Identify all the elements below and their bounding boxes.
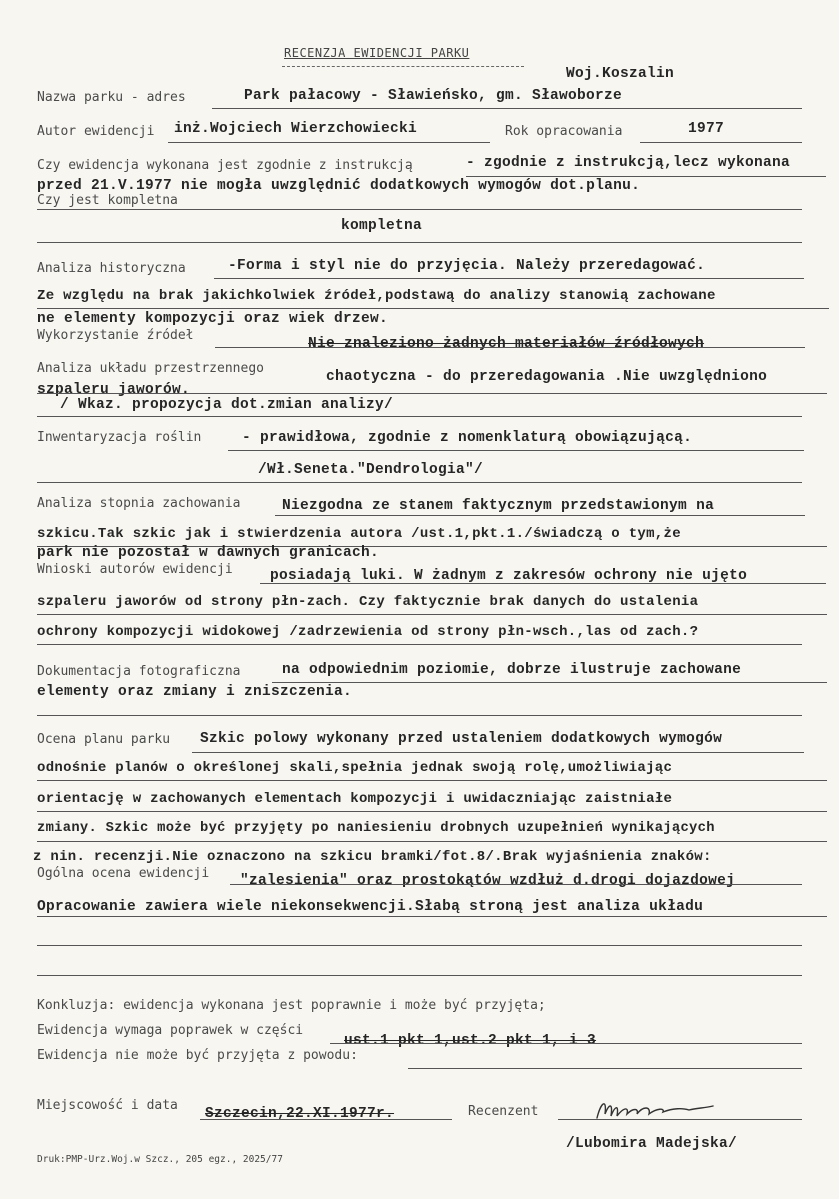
conclusions-line-1: posiadają luki. W żadnym z zakresów ochrony nie ujęto (270, 568, 748, 584)
completeness-value: kompletna (341, 218, 423, 234)
history-rule-2 (37, 308, 829, 309)
plan-rule-1 (192, 752, 804, 753)
plan-line-4: zmiany. Szkic może być przyjęty po naniesieniu drobnych uzupełnień wynikających (37, 821, 715, 836)
place-label: Miejscowość i data (37, 1098, 178, 1113)
instruction-rule (466, 176, 826, 177)
conclusions-rule-2 (37, 614, 827, 615)
plan-line-2: odnośnie planów o określonej skali,spełnia jednak swoją rolę,umożliwiając (37, 760, 673, 776)
layout-rule-1 (37, 393, 827, 394)
sources-rule (215, 347, 805, 348)
print-info: Druk:PMP-Urz.Woj.w Szcz., 205 egz., 2025/77 (37, 1154, 283, 1165)
photo-label: Dokumentacja fotograficzna (37, 664, 241, 679)
overall-rule-2 (37, 916, 827, 917)
history-line-1: -Forma i styl nie do przyjęcia. Należy przeredagować. (228, 258, 706, 274)
overall-label: Ogólna ocena ewidencji (37, 866, 210, 881)
layout-line-1: chaotyczna - do przeredagowania .Nie uwzględniono (326, 369, 768, 385)
plan-rule-2 (37, 780, 827, 781)
corrections-label: Ewidencja wymaga poprawek w części (37, 1023, 304, 1038)
preservation-line-3: park nie pozostał w dawnych granicach. (37, 545, 380, 561)
park-name-label: Nazwa parku - adres (37, 90, 186, 105)
conclusions-label: Wnioski autorów ewidencji (37, 562, 233, 577)
instruction-continuation: przed 21.V.1977 nie mogła uwzględnić dodatkowych wymogów dot.planu. (37, 178, 641, 194)
author-rule (168, 142, 490, 143)
conclusions-line-2: szpaleru jaworów od strony płn-zach. Czy faktycznie brak danych do ustalenia (37, 594, 699, 610)
overall-rule-3 (37, 945, 802, 946)
instruction-value: - zgodnie z instrukcją,lecz wykonana (466, 155, 791, 171)
history-line-3: ne elementy kompozycji oraz wiek drzew. (37, 311, 389, 327)
author-label: Autor ewidencji (37, 124, 155, 139)
inventory-rule-2 (37, 482, 802, 483)
preservation-rule-1 (275, 515, 805, 516)
overall-line-2: Opracowanie zawiera wiele niekonsekwencji.Słabą stroną jest analiza układu (37, 899, 704, 915)
completeness-rule-1 (37, 209, 802, 210)
reviewer-label: Recenzent (468, 1104, 539, 1119)
layout-rule-2 (37, 416, 802, 417)
preservation-label: Analiza stopnia zachowania (37, 496, 241, 511)
preservation-line-2: szkicu.Tak szkic jak i stwierdzenia autora /ust.1,pkt.1./świadczą o tym,że (37, 526, 681, 542)
layout-label: Analiza układu przestrzennego (37, 361, 264, 376)
author-value: inż.Wojciech Wierzchowiecki (174, 121, 418, 137)
plan-line-5: z nin. recenzji.Nie oznaczono na szkicu bramki/fot.8/.Brak wyjaśnienia znaków: (33, 849, 712, 865)
photo-rule-1 (272, 682, 827, 683)
inventory-label: Inwentaryzacja roślin (37, 430, 202, 445)
rejected-rule (408, 1068, 802, 1069)
conclusions-line-3: ochrony kompozycji widokowej /zadrzewienia od strony płn-wsch.,las od zach.? (37, 624, 699, 640)
instruction-label: Czy ewidencja wykonana jest zgodnie z instrukcją (37, 158, 413, 173)
plan-line-1: Szkic polowy wykonany przed ustaleniem dodatkowych wymogów (200, 731, 723, 747)
photo-line-1: na odpowiednim poziomie, dobrze ilustruje zachowane (282, 662, 742, 678)
year-label: Rok opracowania (505, 124, 623, 139)
layout-line-2: szpaleru jaworów. (37, 382, 191, 398)
layout-line-3: / Wkaz. propozycja dot.zmian analizy/ (60, 397, 394, 413)
park-name-value: Park pałacowy - Sławieńsko, gm. Sławoborze (244, 88, 623, 104)
completeness-label: Czy jest kompletna (37, 193, 178, 208)
preservation-line-1: Niezgodna ze stanem faktycznym przedstawionym na (282, 498, 715, 514)
title-underline (282, 66, 524, 67)
completeness-rule-2 (37, 242, 802, 243)
history-rule-1 (214, 278, 804, 279)
plan-label: Ocena planu parku (37, 732, 171, 747)
sources-label: Wykorzystanie źródeł (37, 328, 194, 343)
year-value: 1977 (688, 121, 725, 137)
place-value: Szczecin,22.XI.1977r. (205, 1106, 395, 1122)
history-line-2: Ze względu na brak jakichkolwiek źródeł,podstawą do analizy stanowią zachowane (37, 288, 716, 304)
year-rule (640, 142, 802, 143)
conclusions-rule-3 (37, 644, 802, 645)
plan-rule-4 (37, 841, 827, 842)
form-title: RECENZJA EWIDENCJI PARKU (284, 46, 470, 60)
corrections-value: ust.1 pkt 1,ust.2 pkt 1, i 3 (344, 1033, 597, 1049)
overall-rule-1 (230, 884, 802, 885)
inventory-line-2: /Wł.Seneta."Dendrologia"/ (258, 462, 484, 478)
reviewer-name: /Lubomira Madejska/ (566, 1136, 738, 1152)
reviewer-signature (593, 1094, 723, 1124)
inventory-rule-1 (228, 450, 804, 451)
plan-rule-3 (37, 811, 827, 812)
history-label: Analiza historyczna (37, 261, 186, 276)
overall-line-1: "zalesienia" oraz prostokątów wzdłuż d.drogi dojazdowej (240, 873, 736, 889)
park-name-rule (212, 108, 802, 109)
inventory-line-1: - prawidłowa, zgodnie z nomenklaturą obowiązującą. (242, 430, 693, 446)
region-value: Woj.Koszalin (566, 66, 675, 82)
corrections-rule (330, 1043, 802, 1044)
sources-value: Nie znaleziono żadnych materiałów źródłowych (308, 336, 705, 352)
photo-line-2: elementy oraz zmiany i zniszczenia. (37, 684, 353, 700)
verdict-line: Konkluzja: ewidencja wykonana jest poprawnie i może być przyjęta; (37, 998, 546, 1013)
conclusions-rule-1 (260, 583, 826, 584)
place-rule (200, 1119, 452, 1120)
rejected-label: Ewidencja nie może być przyjęta z powodu: (37, 1048, 358, 1063)
photo-rule-2 (37, 715, 802, 716)
overall-rule-4 (37, 975, 802, 976)
plan-line-3: orientację w zachowanych elementach kompozycji i uwidaczniając zaistniałe (37, 791, 673, 807)
